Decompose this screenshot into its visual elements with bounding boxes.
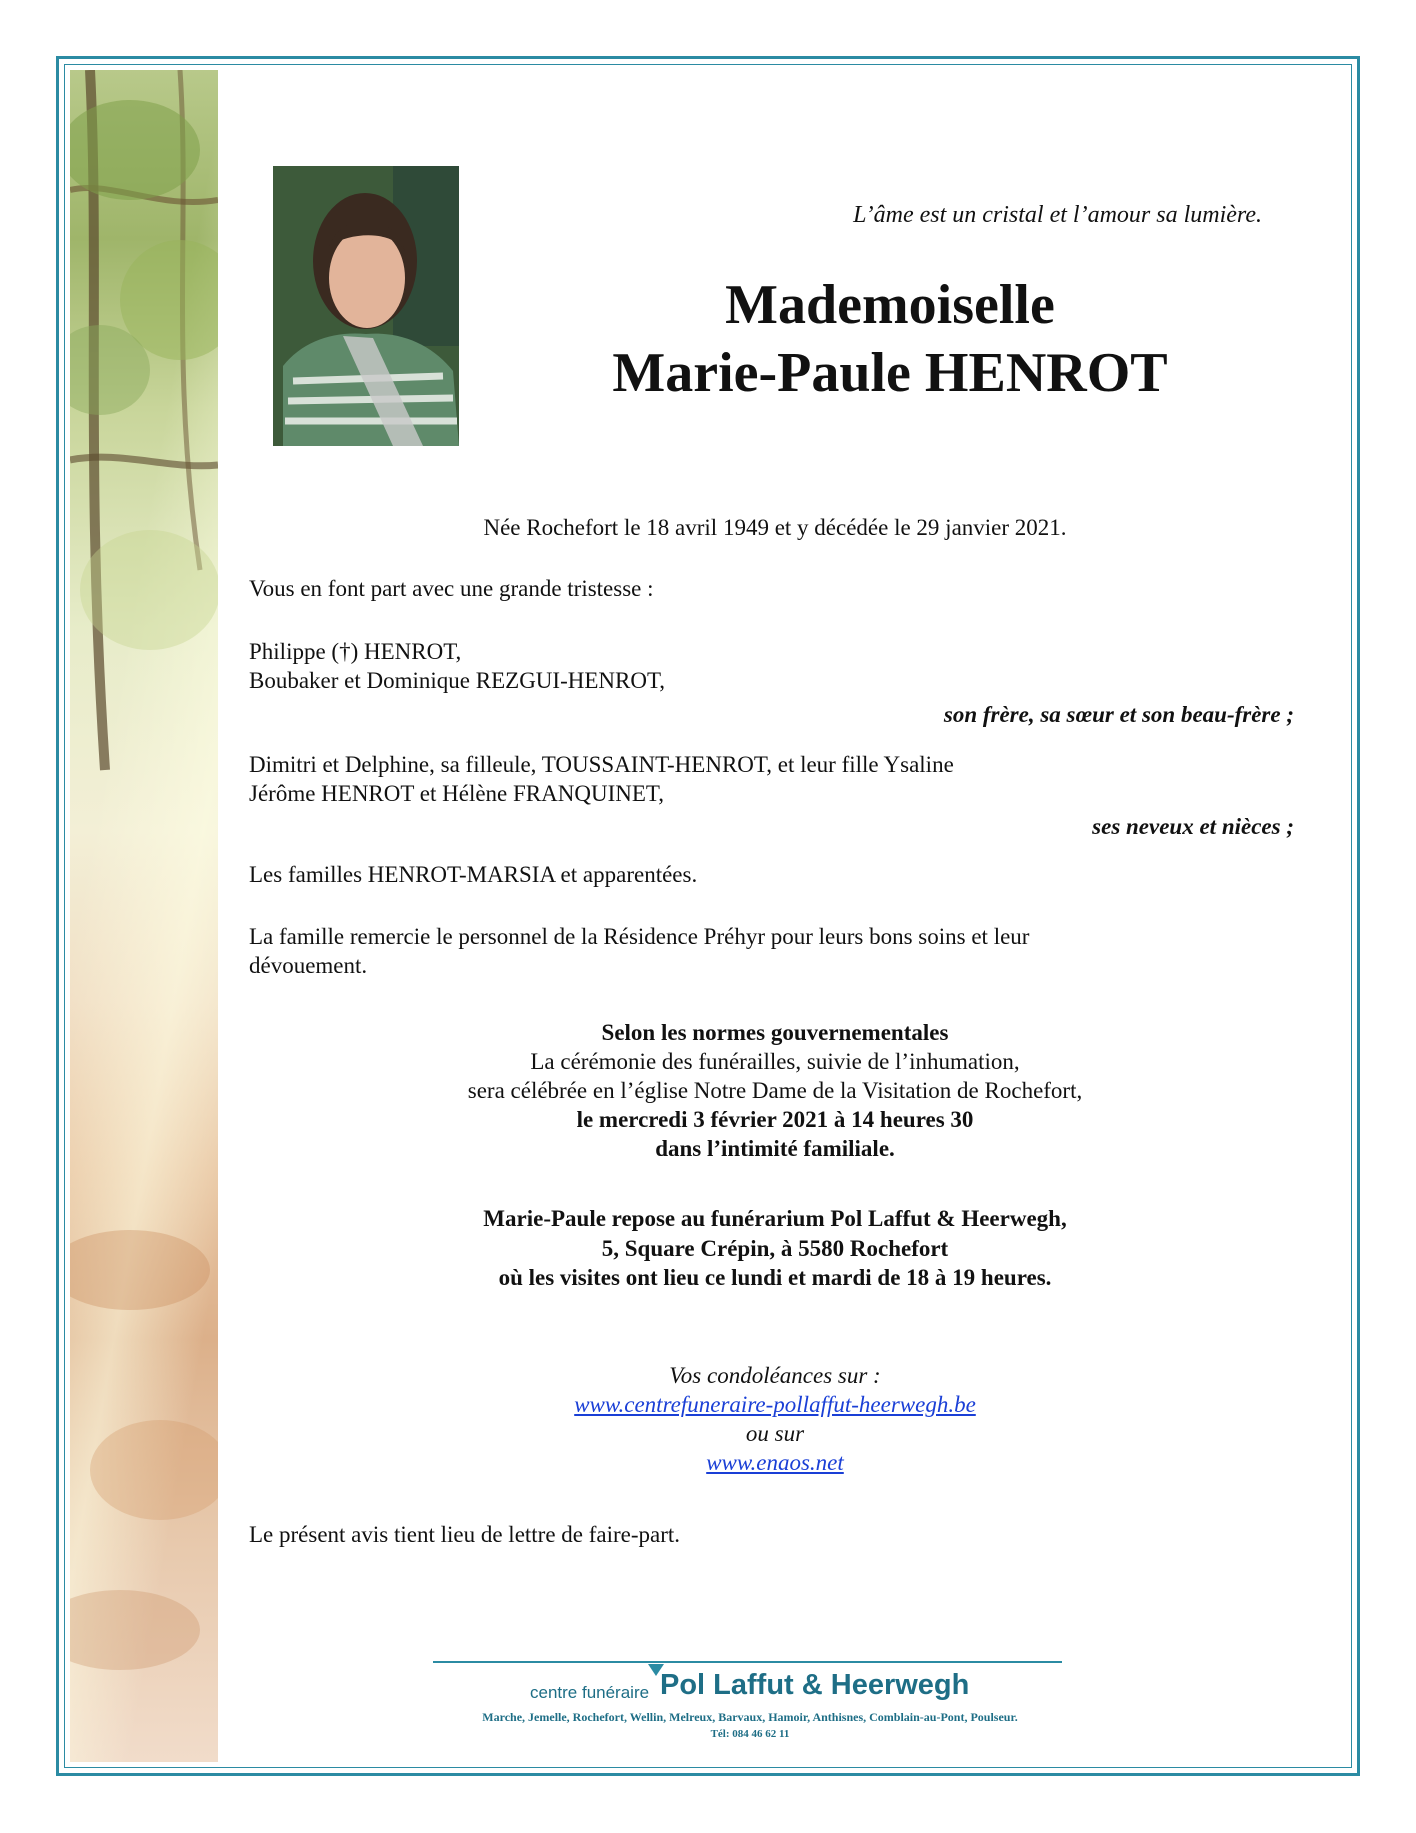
thanks-line: dévouement. (249, 953, 368, 978)
portrait-photo (273, 166, 459, 446)
condolences-link-funeral-home[interactable]: www.centrefuneraire-pollaffut-heerwegh.be (574, 1392, 976, 1417)
family-relation: son frère, sa sœur et son beau-frère ; (943, 702, 1294, 727)
family-others-line: Les familles HENROT-MARSIA et apparentées. (249, 862, 698, 887)
visitation-line: Marie-Paule repose au funérarium Pol Laffut & Heerwegh, (483, 1206, 1067, 1231)
condolences-label: Vos condoléances sur : (669, 1363, 881, 1388)
ceremony-line: sera célébrée en l’église Notre Dame de la Visitation de Rochefort, (467, 1078, 1083, 1103)
intro-line: Vous en font part avec une grande tristesse : (249, 576, 654, 601)
visitation-line: où les visites ont lieu ce lundi et mardi de 18 à 19 heures. (498, 1265, 1052, 1290)
notice-line: Le présent avis tient lieu de lettre de faire-part. (249, 1522, 681, 1547)
logo-label: centre funéraire (530, 1683, 650, 1702)
forest-path-image (70, 70, 218, 1762)
logo-company-name: Pol Laffut & Heerwegh (660, 1669, 970, 1701)
footer-towns: Marche, Jemelle, Rochefort, Wellin, Melreux, Barvaux, Hamoir, Anthisnes, Comblain-au-Pont, Poulseur. (482, 1710, 1018, 1724)
condolences-or: ou sur (745, 1421, 805, 1446)
family-line: Boubaker et Dominique REZGUI-HENROT, (249, 668, 666, 693)
honorific-title: Mademoiselle (725, 274, 1055, 336)
family-line: Dimitri et Delphine, sa filleule, TOUSSAINT-HENROT, et leur fille Ysaline (249, 752, 954, 777)
condolences-link-enaos[interactable]: www.enaos.net (706, 1450, 844, 1475)
family-line: Philippe (†) HENROT, (249, 639, 462, 664)
footer-divider (433, 1661, 1062, 1663)
family-line: Jérôme HENROT et Hélène FRANQUINET, (249, 781, 664, 806)
deceased-name: Marie-Paule HENROT (612, 342, 1168, 404)
thanks-line: La famille remercie le personnel de la Résidence Préhyr pour leurs bons soins et leur (249, 924, 1030, 949)
family-relation: ses neveux et nièces ; (1092, 814, 1294, 839)
ceremony-heading: Selon les normes gouvernementales (601, 1020, 949, 1045)
footer-phone: Tél: 084 46 62 11 (710, 1728, 790, 1740)
ceremony-privacy: dans l’intimité familiale. (655, 1136, 895, 1161)
epigraph-quote: L’âme est un cristal et l’amour sa lumière. (853, 202, 1262, 228)
birth-death-line: Née Rochefort le 18 avril 1949 et y décédée le 29 janvier 2021. (483, 515, 1067, 540)
ceremony-line: La cérémonie des funérailles, suivie de l’inhumation, (530, 1049, 1020, 1074)
visitation-line: 5, Square Crépin, à 5580 Rochefort (601, 1236, 949, 1261)
ceremony-date: le mercredi 3 février 2021 à 14 heures 30 (576, 1107, 974, 1132)
